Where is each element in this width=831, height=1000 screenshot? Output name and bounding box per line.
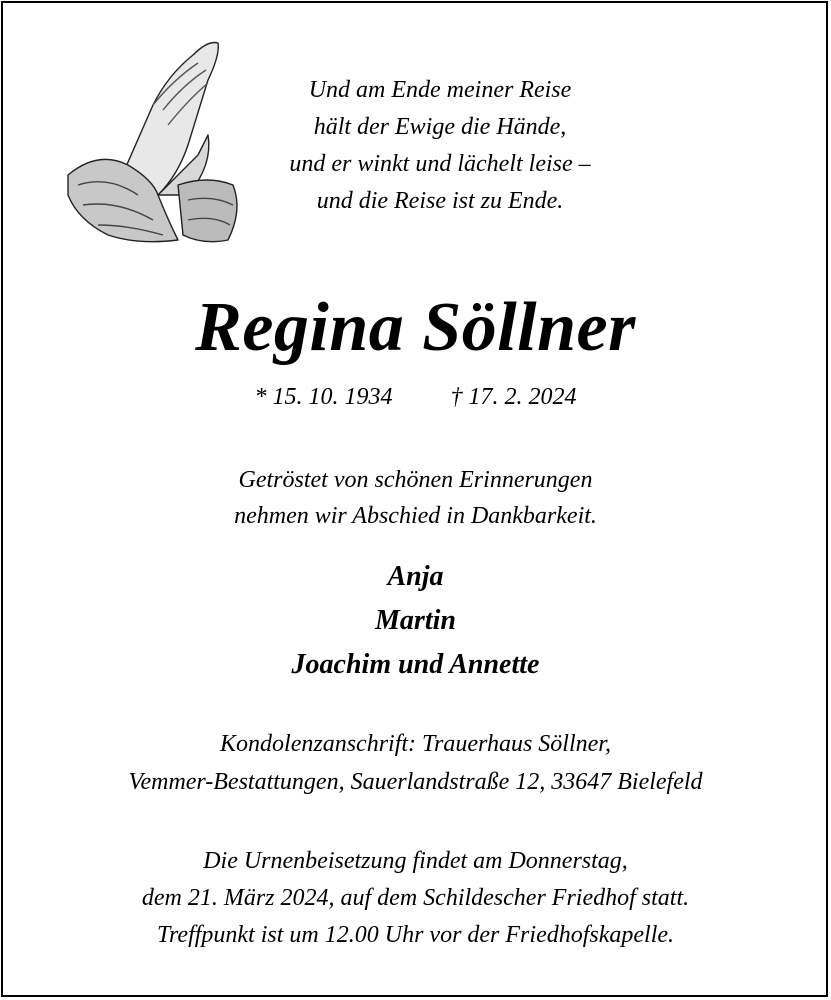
death-date: † 17. 2. 2024 [450, 384, 577, 410]
birth-date: * 15. 10. 1934 [254, 384, 393, 410]
farewell-text [0, 462, 831, 534]
burial-notice [0, 843, 831, 954]
condolence-address [0, 725, 831, 801]
mourner-name: Martin [375, 605, 456, 636]
poem-line: Und am Ende meiner Reise [308, 77, 572, 103]
farewell-line: Getröstet von schönen Erinnerungen [238, 467, 593, 493]
burial-line: Die Urnenbeisetzung findet am Donnerstag, [203, 848, 628, 874]
burial-line: dem 21. März 2024, auf dem Schildescher Friedhof statt. [141, 885, 690, 911]
address-line: Vemmer-Bestattungen, Sauerlandstraße 12, 33647 Bielefeld [128, 769, 703, 795]
farewell-line: nehmen wir Abschied in Dankbarkeit. [234, 503, 597, 529]
deceased-name: Regina Söllner [195, 289, 636, 366]
mourners-list [0, 555, 831, 687]
poem-line: hält der Ewige die Hände, [313, 114, 567, 140]
poem [230, 72, 650, 220]
poem-line: und die Reise ist zu Ende. [316, 188, 564, 214]
praying-hands-icon [58, 35, 248, 247]
poem-line: und er winkt und lächelt leise – [289, 151, 591, 177]
mourner-name: Joachim und Annette [291, 649, 540, 680]
address-line: Kondolenzanschrift: Trauerhaus Söllner, [220, 731, 611, 757]
life-dates [0, 380, 831, 414]
mourner-name: Anja [387, 561, 444, 592]
burial-line: Treffpunkt ist um 12.00 Uhr vor der Friedhofskapelle. [156, 922, 675, 948]
